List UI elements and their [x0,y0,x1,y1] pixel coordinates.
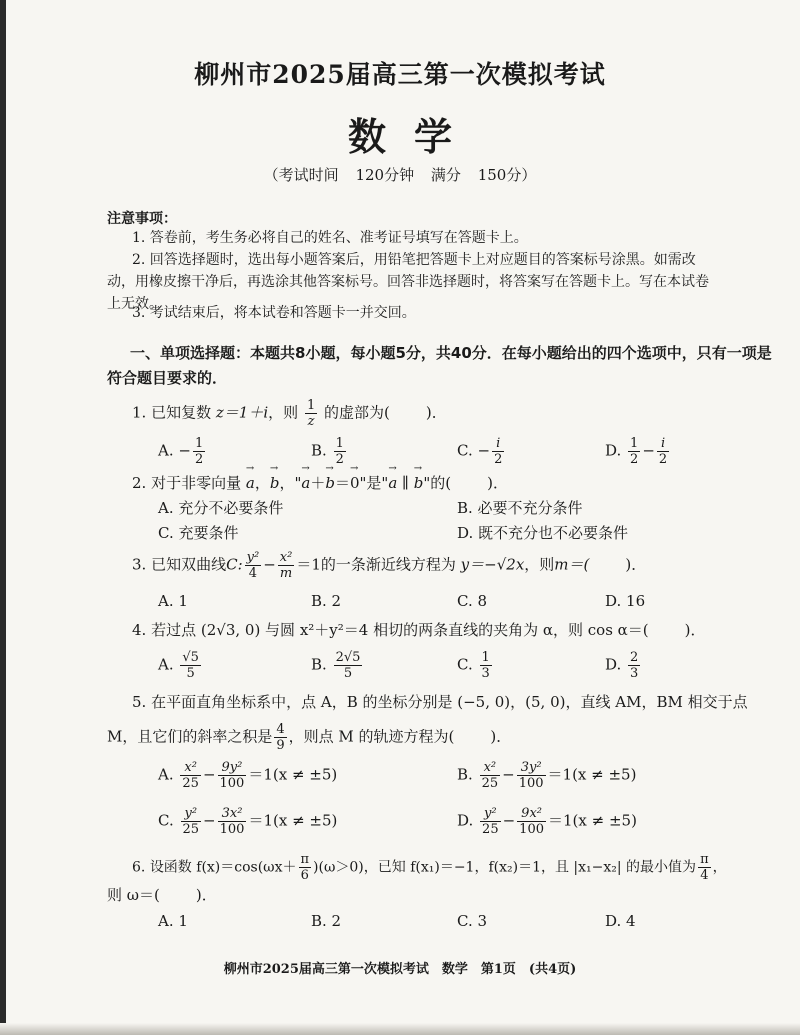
fraction [698,852,711,883]
option-label: D. [605,655,622,674]
option-label: C. [457,441,473,460]
q4-option-a [158,650,203,681]
vector-a: → a [301,474,310,492]
operator: − [502,811,516,830]
numerator: 1 [630,436,639,451]
denominator: 3 [481,666,490,681]
q2-option-d: D. 既不充分也不必要条件 [457,524,629,542]
question-text: )． [425,403,447,422]
question-1 [132,398,447,429]
fraction [628,650,640,681]
math-expression: ＝1 [296,555,321,574]
denominator: 100 [518,776,544,791]
numerator: 1 [194,436,204,451]
question-text: 的虚部为( [324,403,390,422]
numerator: 1 [481,650,490,665]
denominator: 2 [335,452,344,467]
notice-item-2-line-1: 2. 回答选择题时，选出每小题答案后，用铅笔把答题卡上对应题目的答案标号涂黑。如需改 [132,252,696,268]
question-number: 3. [132,555,147,574]
page-footer: 柳州市2025届高三第一次模拟考试 数学 第1页 (共4页) [223,962,577,977]
option-label: A. [158,765,174,784]
q3-option-d: D. 16 [605,592,646,610]
fraction [278,550,295,581]
denominator: 100 [519,822,544,837]
math-expression: ＝1(x ≠ ±5) [547,765,637,784]
q5-option-d [457,806,637,837]
vector-a: → a [246,474,255,492]
question-text: 已知复数 [151,403,212,422]
q3-option-b: B. 2 [311,592,342,610]
denominator: 9 [276,738,285,753]
exam-title: 柳州市2025届高三第一次模拟考试 [194,60,606,89]
fraction [193,436,205,467]
fraction [480,806,501,837]
operator: − [203,811,216,830]
question-text: 在平面直角坐标系中，点 A，B 的坐标分别是 (−5, 0)，(5, 0)，直线 AM，BM 相交于点 [151,693,748,711]
numerator: x² [279,550,293,565]
numerator: 3y² [517,760,546,776]
q1-option-d [605,436,671,467]
q3-option-a: A. 1 [158,592,188,610]
question-text: ，则 [268,403,299,422]
question-text: )． [487,474,508,492]
q4-option-d [605,650,642,681]
numerator: π [700,852,709,867]
option-label: C. [158,811,174,830]
q6-option-a: A. 1 [158,912,188,930]
numerator: y² [480,806,501,822]
q5-option-c [158,806,337,837]
question-text: "的( [423,474,452,492]
q3-option-c: C. 8 [457,592,488,610]
fraction [218,806,247,837]
denominator: 4 [700,868,709,883]
notice-item-1: 1. 答卷前，考生务必将自己的姓名、准考证号填写在答题卡上。 [132,230,528,246]
fraction [517,760,546,791]
numerator: y² [246,550,260,565]
question-text: 对于非零向量 [151,474,242,492]
denominator: 25 [482,822,499,837]
section-heading-line-2: 符合题目要求的． [107,369,228,387]
vector-b: → b [270,474,280,492]
q5-option-b [457,760,636,791]
q6-option-c: C. 3 [457,912,488,930]
question-text: 已知双曲线 [151,555,227,574]
numerator: 1 [335,436,344,451]
denominator: m [279,566,293,581]
denominator: 2 [658,452,668,467]
denominator: 100 [219,776,245,791]
numerator: π [300,852,310,867]
numerator: i [492,436,504,452]
score-label: 满分 [430,166,461,184]
section-heading-line-1: 一、单项选择题：本题共8小题，每小题5分，共40分．在每小题给出的四个选项中，只有一项是 [130,344,772,362]
math-expression: ＝1(x ≠ ±5) [248,765,338,784]
question-number: 2. [132,474,147,492]
question-text: )(ω＞0)，已知 f(x₁)＝−1，f(x₂)＝1，且 |x₁−x₂| 的最小值为 [313,859,697,876]
option-label: D. [605,441,622,460]
notice-item-2-line-2: 动，用橡皮擦干净后，再选涂其他答案标号。回答非选择题时，将答案写在答题卡上。写在本试卷 [107,274,709,290]
subject-title: 数学 [347,114,480,159]
denominator: 25 [182,776,199,791]
operator: ∥ [397,474,414,492]
question-number: 5. [132,693,147,711]
question-text: )． [625,555,647,574]
sign: − [178,441,191,460]
numerator: y² [181,806,202,822]
vector-b: → b [414,474,424,492]
numerator: x² [480,760,501,776]
numerator: i [657,436,669,452]
notice-item-3: 3. 考试结束后，将本试卷和答题卡一并交回。 [132,305,416,321]
math-expression: ＝1(x ≠ ±5) [248,811,338,830]
option-label: B. [457,765,473,784]
question-3 [132,550,646,581]
fraction [245,550,262,581]
math-expression: ＝1(x ≠ ±5) [548,811,637,830]
q2-option-b: B. 必要不充分条件 [457,499,583,517]
denominator: 6 [300,868,309,883]
numerator: 9y² [218,760,247,776]
question-text: ，则点 M 的轨迹方程为( [288,727,455,746]
operator: − [263,555,276,574]
vector-b: → b [325,474,335,492]
fraction [480,760,501,791]
fraction [517,806,546,837]
question-5-line-2 [107,722,511,753]
math-expression: y＝−√2x [460,555,525,574]
operator: ＋ [310,474,326,492]
question-text: )． [195,886,217,904]
option-label: A. [158,441,174,460]
math-expression: m＝( [554,555,590,574]
denominator: 2 [630,452,639,467]
denominator: 5 [186,666,195,681]
math-expression: C: [226,555,243,574]
page-bottom-shadow [0,1023,800,1035]
score-value: 150分） [477,166,537,184]
time-value: 120分钟 [355,166,415,184]
sign: − [642,441,655,460]
denominator: 2 [494,452,503,467]
question-text: 则 ω＝( [107,886,160,904]
question-text: M，且它们的斜率之积是 [107,727,273,746]
zero-vector: → 0 [350,474,360,492]
question-2 [132,472,508,493]
denominator: z [307,414,315,429]
question-text: 若过点 (2√3, 0) 与圆 x²＋y²＝4 相切的两条直线的夹角为 α，则 cos α＝( [151,621,649,639]
option-label: B. [311,655,327,674]
question-5-line-1 [132,691,748,712]
fraction [180,650,201,681]
numerator: x² [180,760,201,776]
q1-option-a [158,436,207,467]
fraction [180,760,201,791]
question-4 [132,619,706,640]
punctuation: ， [712,859,727,876]
option-label: C. [457,655,473,674]
q2-option-a: A. 充分不必要条件 [158,499,284,517]
denominator: 25 [182,822,200,837]
fraction [334,650,363,681]
fraction [480,650,492,681]
q2-option-c: C. 充要条件 [158,524,239,542]
fraction [181,806,202,837]
time-label: （考试时间 [263,166,339,184]
question-text: ，则 [524,555,555,574]
denominator: 25 [481,776,499,791]
numerator: 1 [306,398,316,413]
numerator: √5 [182,650,199,665]
punctuation: ， [254,474,270,492]
math-expression: z＝1＋i [215,403,269,422]
operator: ＝ [334,474,350,492]
denominator: 100 [219,822,245,837]
numerator: 2√5 [335,650,361,665]
denominator: 4 [248,566,258,581]
option-label: B. [311,441,327,460]
q6-option-b: B. 2 [311,912,342,930]
q1-option-c [457,436,506,467]
fraction [274,722,286,753]
sign: − [477,441,491,460]
question-text: )． [684,621,706,639]
question-text: 的一条渐近线方程为 [320,555,456,574]
q5-option-a [158,760,337,791]
fraction [299,852,312,883]
fraction [305,398,317,429]
question-number: 4. [132,621,147,639]
question-number: 1. [132,403,147,422]
numerator: 4 [276,722,285,737]
q4-option-c [457,650,494,681]
operator: − [202,765,216,784]
numerator: 9x² [517,806,546,822]
q4-option-b [311,650,364,681]
denominator: 5 [343,666,353,681]
notice-heading: 注意事项： [107,211,177,227]
fraction [657,436,669,467]
fraction [492,436,504,467]
fraction [334,436,346,467]
notice-item-2-line-3: 上无效。 [107,296,163,312]
fraction [628,436,640,467]
math-expression: 设函数 f(x)＝cos(ωx＋ [149,859,297,876]
numerator: 2 [630,650,639,665]
option-label: A. [158,655,174,674]
option-label: D. [457,811,474,830]
numerator: 3x² [218,806,247,822]
punctuation: ，" [279,474,302,492]
question-6-line-1 [132,852,727,883]
denominator: 2 [194,452,204,467]
question-6-line-2 [107,884,217,905]
question-number: 6. [132,859,146,876]
denominator: 3 [630,666,639,681]
question-text: "是" [359,474,389,492]
exam-time-info [0,164,800,185]
q6-option-d: D. 4 [605,912,636,930]
operator: − [502,765,515,784]
fraction [218,760,247,791]
vector-a: → a [388,474,397,492]
question-text: )． [490,727,512,746]
